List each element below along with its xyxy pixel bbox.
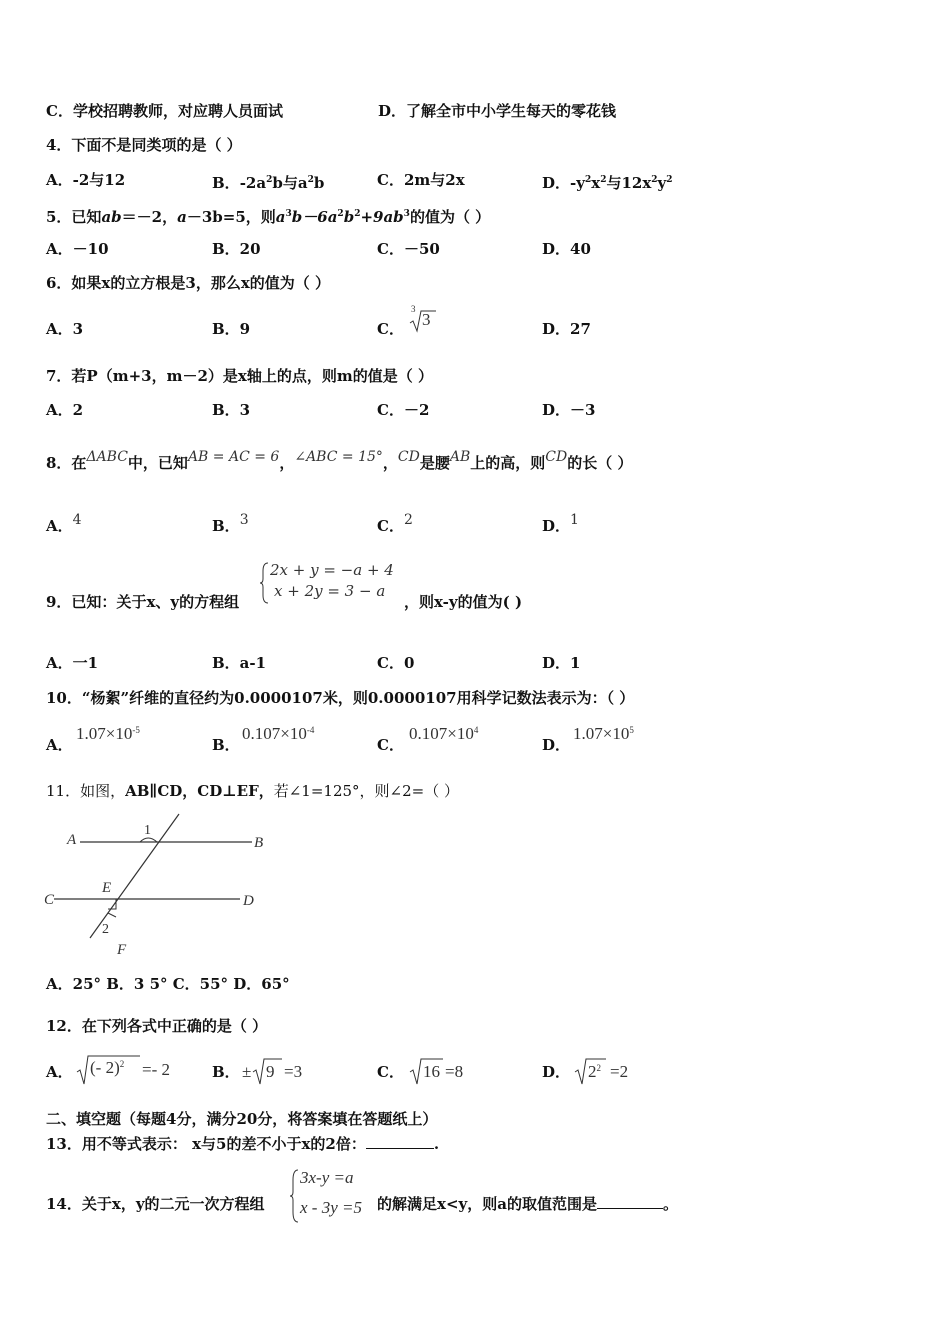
q6-option-c: C．	[377, 320, 404, 338]
q12-stem: 12．在下列各式中正确的是（ ）	[46, 1017, 268, 1035]
q10-option-b: B．	[212, 736, 240, 754]
line-ef	[90, 814, 179, 938]
q4-stem: 4．下面不是同类项的是（ ）	[46, 136, 242, 154]
q4-option-b: B．$-2a^2b$与$a^2b$	[212, 174, 325, 192]
q10-option-a: A．	[46, 736, 73, 754]
q13-answer-blank[interactable]	[366, 1148, 434, 1149]
q6-option-a: A．3	[46, 320, 84, 338]
angle-2-arc	[108, 913, 116, 917]
q5-stem: 5．已知ab＝－2，a－3b=5，则$a^3b-6a^2b^2+9ab^3$的值为（ ）	[46, 208, 491, 226]
q10-stem: 10．“杨絮”纤维的直径约为0.0000107米，则0.0000107用科学记数法表示为：（ ）	[46, 689, 635, 707]
q9-option-d: D．1	[542, 654, 581, 672]
q8-option-c: C．2	[377, 512, 413, 535]
q4-option-a: A．-2与12	[46, 171, 126, 189]
q10-option-b-value: $0.107\times 10^{-4}$	[242, 724, 315, 743]
q14-answer-blank[interactable]	[597, 1208, 663, 1209]
q5-option-a: A．－10	[46, 240, 109, 258]
q10-option-a-value: $1.07\times 10^{-5}$	[76, 724, 140, 743]
q7-option-a: A．2	[46, 401, 84, 419]
label-c: C	[44, 892, 55, 908]
label-b: B	[254, 835, 264, 851]
q12-option-b-label: B．	[212, 1063, 240, 1081]
section-2-title: 二、填空题（每题4分，满分20分，将答案填在答题纸上）	[46, 1110, 438, 1128]
q9-equation-system: 2x + y = −a + 4 x + 2y = 3 − a	[260, 561, 390, 605]
q8-stem: 8．在ΔABC中，已知AB = AC = 6，∠ABC = 15°，CD是腰AB上的高，则CD的长（ ）	[46, 449, 633, 472]
label-e: E	[102, 880, 112, 896]
q6-option-b: B．9	[212, 320, 251, 338]
label-angle-2: 2	[102, 922, 109, 937]
q7-stem: 7．若P（m+3，m－2）是x轴上的点，则m的值是（ ）	[46, 367, 433, 385]
q8-option-b: B．3	[212, 512, 249, 535]
label-a: A	[67, 832, 77, 848]
q10-option-d: D．	[542, 736, 571, 754]
q10-option-d-value: $1.07\times 10^5$	[573, 724, 634, 743]
q12-option-a-expr: (- 2)$^2$ =- 2	[76, 1052, 186, 1086]
label-angle-1: 1	[144, 823, 151, 838]
q7-option-b: B．3	[212, 401, 251, 419]
q11-geometry-figure	[40, 810, 280, 960]
label-d: D	[243, 893, 254, 909]
q12-option-b-expr: ± 9 =3	[242, 1056, 322, 1086]
q12-option-d-expr: $2^2$ =2	[574, 1056, 654, 1086]
q12-option-d-label: D．	[542, 1063, 571, 1081]
q4-option-c: C．2m与2x	[377, 171, 465, 189]
q9-option-c: C．0	[377, 654, 415, 672]
q14-equation-system: 3x-y =a x - 3y =5	[290, 1168, 380, 1224]
q3-option-d: D．了解全市中小学生每天的零花钱	[378, 102, 617, 120]
q8-option-a: A．4	[46, 512, 82, 535]
q4-option-d: D．$-y^2x^2$与$12x^2y^2$	[542, 174, 673, 192]
q9-option-a: A．一1	[46, 654, 99, 672]
q12-option-c-label: C．	[377, 1063, 404, 1081]
q9-option-b: B．a-1	[212, 654, 267, 672]
q6-stem: 6．如果x的立方根是3，那么x的值为（ ）	[46, 274, 330, 292]
q11-stem: 11．如图，AB∥CD，CD⊥EF，若∠1=125°，则∠2=（ ）	[46, 782, 459, 800]
q5-option-c: C．－50	[377, 240, 440, 258]
q14-stem-prefix: 14．关于x，y的二元一次方程组	[46, 1195, 265, 1213]
label-f: F	[117, 942, 127, 958]
q7-option-d: D．－3	[542, 401, 596, 419]
q7-option-c: C．－2	[377, 401, 430, 419]
q12-option-a-label: A．	[46, 1063, 73, 1081]
q9-stem-prefix: 9．已知：关于x、y的方程组	[46, 593, 240, 611]
q8-option-d: D．1	[542, 512, 579, 535]
q3-option-c: C．学校招聘教师，对应聘人员面试	[46, 102, 283, 120]
q6-option-d: D．27	[542, 320, 591, 338]
q14-stem-suffix: 的解满足x<y，则a的取值范围是 。	[377, 1195, 678, 1213]
q13-stem: 13．用不等式表示： x与5的差不小于x的2倍： .	[46, 1135, 440, 1153]
q10-option-c-value: $0.107\times 10^4$	[409, 724, 479, 743]
q11-options: A．25° B．3 5° C．55° D．65°	[46, 975, 290, 993]
q5-option-b: B．20	[212, 240, 261, 258]
q10-option-c: C．	[377, 736, 404, 754]
q9-stem-suffix: ，则x-y的值为( )	[404, 593, 523, 611]
q12-option-c-expr: 16 =8	[409, 1056, 489, 1086]
q5-option-d: D．40	[542, 240, 591, 258]
cube-root-3: 3 3	[408, 307, 438, 333]
